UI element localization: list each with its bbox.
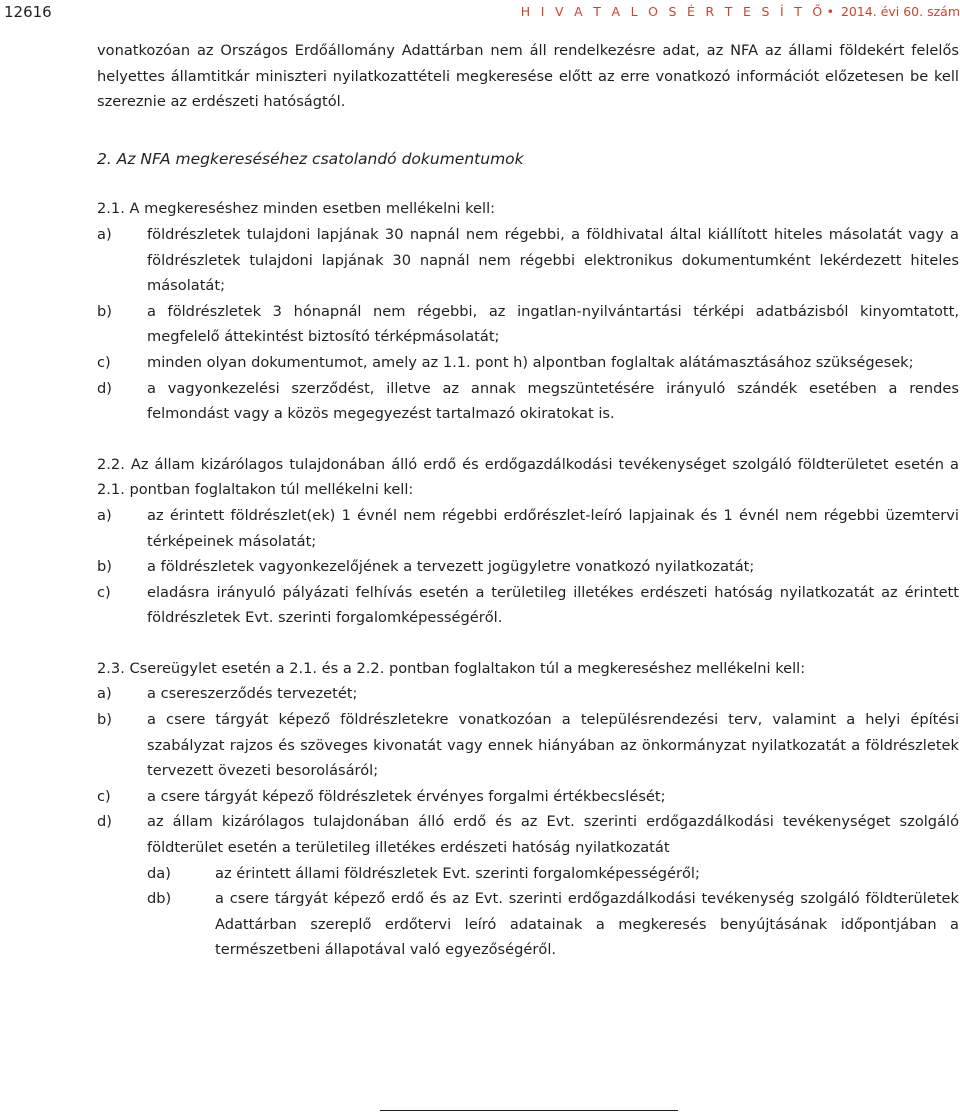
section-2-1-lead: 2.1. A megkereséshez minden esetben mellékelni kell: xyxy=(97,200,496,218)
list-item xyxy=(97,222,959,299)
list-item xyxy=(97,376,959,427)
sublist-label: da) xyxy=(147,864,171,882)
list-item xyxy=(97,707,959,784)
sublist xyxy=(147,861,959,963)
header-separator: • xyxy=(826,4,834,19)
list-label: d) xyxy=(97,813,112,831)
sublist-item xyxy=(147,886,959,963)
list-text: a földrészletek vagyonkezelőjének a tervezett jogügyletre vonatkozó nyilatkozatát; xyxy=(147,558,755,576)
list-item xyxy=(97,554,959,580)
list-label: b) xyxy=(97,711,112,729)
list-item xyxy=(97,681,959,707)
list-label: b) xyxy=(97,558,112,576)
intro-paragraph: vonatkozóan az Országos Erdőállomány Adattárban nem áll rendelkezésre adat, az NFA az állami földekért felelős helyettes államtitkár miniszteri nyilatkozattételi megkeresése előtt az erre vonatkozó információt előzetesen be kell szereznie az erdészeti hatóságtól. xyxy=(97,42,959,111)
list-text: a csere tárgyát képező földrészletekre vonatkozóan a településrendezési terv, valamint a helyi építési szabályzat rajzos és szöveges kivonatát vagy ennek hiányában az önkormányzat nyilatkozatát a földrészletek tervezett övezeti besorolásáról; xyxy=(147,711,959,780)
list-text: a vagyonkezelési szerződést, illetve az annak megszüntetésére irányuló szándék esetében a rendes felmondást vagy a közös megegyezést tartalmazó okiratokat is. xyxy=(147,379,959,423)
list-label: a) xyxy=(97,506,112,524)
section-2-3-lead: 2.3. Csereügylet esetén a 2.1. és a 2.2. pontban foglaltakon túl a megkereséshez mellékelni kell: xyxy=(97,659,806,677)
list-label: a) xyxy=(97,225,112,243)
list-text: az érintett földrészlet(ek) 1 évnél nem régebbi erdőrészlet-leíró lapjainak és 1 évnél nem régebbi üzemtervi térképeinek másolatát; xyxy=(147,506,959,550)
list-label: c) xyxy=(97,353,111,371)
list-item xyxy=(97,350,959,376)
section-2-2-lead: 2.2. Az állam kizárólagos tulajdonában álló erdő és erdőgazdálkodási tevékenységet szolgáló földterületet esetén a 2.1. pontban foglaltakon túl mellékelni kell: xyxy=(97,455,959,499)
sublist-text: a csere tárgyát képező erdő és az Evt. szerinti erdőgazdálkodási tevékenység szolgáló földterületek Adattárban szereplő erdőtervi leíró adatainak a megkeresés benyújtásának időpontjában a természetbeni állapotával való egyezőségéről. xyxy=(215,890,959,959)
issue-label: 2014. évi 60. szám xyxy=(840,4,960,19)
list-label: c) xyxy=(97,787,111,805)
list-label: d) xyxy=(97,379,112,397)
list-item xyxy=(97,299,959,350)
list-item xyxy=(97,580,959,631)
document-body xyxy=(97,38,959,963)
sublist-text: az érintett állami földrészletek Evt. szerinti forgalomképességéről; xyxy=(215,864,700,882)
page-number: 12616 xyxy=(4,3,52,21)
list-label: a) xyxy=(97,685,112,703)
list-label: c) xyxy=(97,583,111,601)
list-item xyxy=(97,784,959,810)
page-header xyxy=(0,0,960,24)
list-text: az állam kizárólagos tulajdonában álló erdő és az Evt. szerinti erdőgazdálkodási tevékenységet szolgáló földterület esetén a területileg illetékes erdészeti hatóság nyilatkozatát xyxy=(147,813,959,857)
list-text: minden olyan dokumentumot, amely az 1.1. pont h) alpontban foglaltak alátámasztásához szükségesek; xyxy=(147,353,914,371)
list-label: b) xyxy=(97,302,112,320)
list-text: a csereszerződés tervezetét; xyxy=(147,685,358,703)
list-text: eladásra irányuló pályázati felhívás esetén a területileg illetékes erdészeti hatóság nyilatkozatát az érintett földrészletek Evt. szerinti forgalomképességéről. xyxy=(147,583,959,627)
section-heading: 2. Az NFA megkereséséhez csatolandó dokumentumok xyxy=(97,149,524,168)
journal-header xyxy=(521,4,960,19)
sublist-label: db) xyxy=(147,890,172,908)
footer-divider xyxy=(380,1110,678,1111)
journal-title: H I V A T A L O S É R T E S Í T Ő xyxy=(520,4,826,19)
list-item xyxy=(97,503,959,554)
sublist-item xyxy=(147,861,959,887)
list-text: földrészletek tulajdoni lapjának 30 napnál nem régebbi, a földhivatal által kiállított hiteles másolatát vagy a földrészletek tulajdoni lapjának 30 napnál nem régebbi elektronikus dokumentumként lekérdezett hiteles másolatát; xyxy=(147,225,959,295)
list-item xyxy=(97,809,959,860)
list-text: a csere tárgyát képező földrészletek érvényes forgalmi értékbecslését; xyxy=(147,787,666,805)
list-text: a földrészletek 3 hónapnál nem régebbi, az ingatlan-nyilvántartási térképi adatbázisból kinyomtatott, megfelelő áttekintést biztosító térképmásolatát; xyxy=(147,302,959,346)
